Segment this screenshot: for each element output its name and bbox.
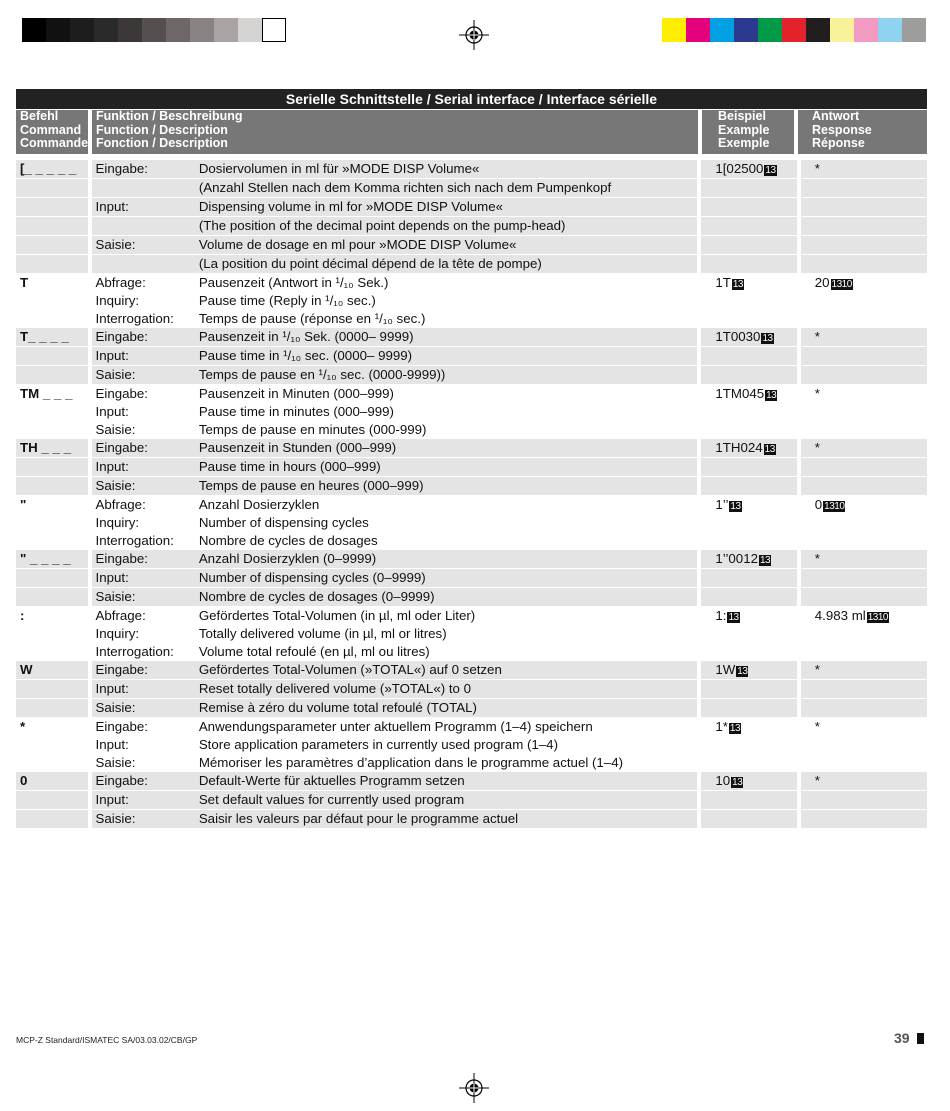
registration-mark-icon <box>459 20 489 50</box>
command-cell: * <box>16 718 88 736</box>
table-row <box>16 791 927 810</box>
input-type-cell: Input: <box>92 680 195 698</box>
input-type-cell: Eingabe: <box>92 661 195 679</box>
header-command: Befehl Command Commande <box>16 110 88 154</box>
input-type-cell: Inquiry: <box>92 514 195 532</box>
response-cell <box>801 366 927 384</box>
response-cell <box>801 810 927 828</box>
command-cell <box>16 699 88 717</box>
example-cell <box>701 699 796 717</box>
example-cell <box>701 736 796 754</box>
description-cell: Default-Werte für aktuelles Programm setzen <box>195 772 698 790</box>
response-cell: * <box>801 385 927 403</box>
command-cell: T <box>16 274 88 292</box>
command-cell: T_ _ _ _ <box>16 328 88 346</box>
response-cell: * <box>801 772 927 790</box>
input-type-cell: Eingabe: <box>92 160 195 178</box>
carriage-return-symbol: 13 <box>764 444 775 455</box>
command-cell: W <box>16 661 88 679</box>
command-cell <box>16 477 88 495</box>
carriage-return-symbol: 13 <box>729 723 741 734</box>
example-cell: 1’’ 13 <box>701 496 796 514</box>
description-cell: Anzahl Dosierzyklen <box>195 496 698 514</box>
response-cell <box>801 477 927 495</box>
carriage-return-symbol: 13 <box>760 555 771 566</box>
table-row <box>16 754 927 772</box>
example-cell <box>701 198 796 216</box>
response-cell: * <box>801 550 927 568</box>
command-cell <box>16 588 88 606</box>
table-row <box>16 160 927 179</box>
table-row <box>16 347 927 366</box>
carriage-return-symbol: 1310 <box>824 501 845 512</box>
input-type-cell: Abfrage: <box>92 496 195 514</box>
command-cell <box>16 179 88 197</box>
table-row <box>16 179 927 198</box>
command-cell <box>16 458 88 476</box>
command-cell: [_ _ _ _ _ <box>16 160 88 178</box>
example-cell <box>701 255 796 273</box>
command-cell <box>16 754 88 772</box>
command-cell <box>16 366 88 384</box>
response-cell <box>801 255 927 273</box>
table-row <box>16 310 927 328</box>
input-type-cell: Input: <box>92 736 195 754</box>
command-cell: : <box>16 607 88 625</box>
gray-swatch <box>142 18 166 42</box>
input-type-cell <box>92 255 195 273</box>
input-type-cell: Saisie: <box>92 810 195 828</box>
table-row <box>16 532 927 550</box>
example-cell <box>701 179 796 197</box>
input-type-cell: Interrogation: <box>92 310 195 328</box>
input-type-cell <box>92 217 195 235</box>
table-row <box>16 643 927 661</box>
response-cell <box>801 217 927 235</box>
input-type-cell: Eingabe: <box>92 718 195 736</box>
command-cell <box>16 421 88 439</box>
description-cell: Pausenzeit (Antwort in ¹/₁₀ Sek.) <box>195 274 698 292</box>
gray-swatch <box>238 18 262 42</box>
input-type-cell: Inquiry: <box>92 292 195 310</box>
example-cell <box>701 366 796 384</box>
table-title: Serielle Schnittstelle / Serial interface / Interface sérielle <box>16 89 927 109</box>
example-cell: 1T 13 <box>701 274 796 292</box>
response-cell <box>801 569 927 587</box>
example-cell: 1* 13 <box>701 718 796 736</box>
description-cell: Pause time in minutes (000–999) <box>195 403 698 421</box>
command-cell <box>16 292 88 310</box>
input-type-cell: Interrogation: <box>92 532 195 550</box>
table-row <box>16 514 927 532</box>
response-cell <box>801 588 927 606</box>
description-cell: Temps de pause en ¹/₁₀ sec. (0000-9999)) <box>195 366 698 384</box>
example-cell <box>701 791 796 809</box>
document-reference: MCP-Z Standard/ISMATEC SA/03.03.02/CB/GP <box>16 1035 198 1045</box>
response-cell: * <box>801 661 927 679</box>
table-row <box>16 550 927 569</box>
description-cell: Temps de pause en heures (000–999) <box>195 477 698 495</box>
response-cell <box>801 791 927 809</box>
description-cell: Pause time in hours (000–999) <box>195 458 698 476</box>
color-swatch <box>758 18 782 42</box>
carriage-return-symbol: 13 <box>765 165 776 176</box>
description-cell: Dosiervolumen in ml für »MODE DISP Volume« <box>195 160 698 178</box>
command-cell <box>16 569 88 587</box>
response-cell <box>801 403 927 421</box>
table-row <box>16 236 927 255</box>
table-row <box>16 680 927 699</box>
command-cell <box>16 347 88 365</box>
example-cell: 1T0030 13 <box>701 328 796 346</box>
table-row <box>16 496 927 514</box>
input-type-cell: Input: <box>92 458 195 476</box>
example-cell <box>701 569 796 587</box>
input-type-cell: Saisie: <box>92 421 195 439</box>
description-cell: Anwendungsparameter unter aktuellem Programm (1–4) speichern <box>195 718 698 736</box>
description-cell: (La position du point décimal dépend de la tête de pompe) <box>195 255 698 273</box>
color-swatch <box>686 18 710 42</box>
input-type-cell: Eingabe: <box>92 439 195 457</box>
example-cell <box>701 236 796 254</box>
table-row <box>16 661 927 680</box>
table-row <box>16 198 927 217</box>
command-cell <box>16 625 88 643</box>
table-row <box>16 477 927 496</box>
table-row <box>16 588 927 607</box>
carriage-return-symbol: 1310 <box>867 612 888 623</box>
gray-swatch <box>166 18 190 42</box>
response-cell <box>801 754 927 772</box>
response-cell <box>801 643 927 661</box>
response-cell <box>801 458 927 476</box>
table-row <box>16 607 927 625</box>
example-cell <box>701 810 796 828</box>
command-cell: TM _ _ _ <box>16 385 88 403</box>
color-swatch <box>710 18 734 42</box>
carriage-return-symbol: 13 <box>730 501 741 512</box>
example-cell <box>701 421 796 439</box>
table-row <box>16 718 927 736</box>
color-swatch <box>854 18 878 42</box>
example-cell <box>701 532 796 550</box>
input-type-cell: Abfrage: <box>92 607 195 625</box>
gray-swatch <box>118 18 142 42</box>
description-cell: Number of dispensing cycles (0–9999) <box>195 569 698 587</box>
command-cell: " <box>16 496 88 514</box>
description-cell: Anzahl Dosierzyklen (0–9999) <box>195 550 698 568</box>
example-cell <box>701 754 796 772</box>
gray-swatch <box>190 18 214 42</box>
command-cell <box>16 403 88 421</box>
table-row <box>16 366 927 385</box>
table-row <box>16 736 927 754</box>
header-example: Beispiel Example Exemple <box>702 110 794 154</box>
header-response: Antwort Response Réponse <box>798 110 927 154</box>
response-cell <box>801 310 927 328</box>
command-cell <box>16 217 88 235</box>
input-type-cell: Input: <box>92 347 195 365</box>
example-cell <box>701 625 796 643</box>
input-type-cell: Eingabe: <box>92 772 195 790</box>
description-cell: Reset totally delivered volume (»TOTAL«) to 0 <box>195 680 698 698</box>
table-row <box>16 772 927 791</box>
example-cell <box>701 643 796 661</box>
response-cell: * <box>801 160 927 178</box>
table-row <box>16 292 927 310</box>
input-type-cell: Interrogation: <box>92 643 195 661</box>
response-cell <box>801 236 927 254</box>
gray-swatch <box>70 18 94 42</box>
gray-calibration-strip <box>22 18 286 42</box>
table-row <box>16 625 927 643</box>
color-swatch <box>902 18 926 42</box>
response-cell <box>801 736 927 754</box>
command-cell <box>16 736 88 754</box>
example-cell: 1[02500 13 <box>701 160 796 178</box>
color-swatch <box>830 18 854 42</box>
command-cell <box>16 310 88 328</box>
description-cell: Nombre de cycles de dosages <box>195 532 698 550</box>
description-cell: Set default values for currently used program <box>195 791 698 809</box>
description-cell: Totally delivered volume (in µl, ml or litres) <box>195 625 698 643</box>
input-type-cell: Eingabe: <box>92 550 195 568</box>
gray-swatch <box>262 18 286 42</box>
description-cell: Pause time in ¹/₁₀ sec. (0000– 9999) <box>195 347 698 365</box>
command-cell <box>16 680 88 698</box>
response-cell <box>801 625 927 643</box>
table-body <box>16 160 927 829</box>
carriage-return-symbol: 13 <box>737 666 748 677</box>
table-row <box>16 439 927 458</box>
example-cell: 1TH024 13 <box>701 439 796 457</box>
description-cell: (Anzahl Stellen nach dem Komma richten sich nach dem Pumpenkopf <box>195 179 698 197</box>
command-cell <box>16 810 88 828</box>
command-cell <box>16 236 88 254</box>
example-cell: 1TM045 13 <box>701 385 796 403</box>
table-row <box>16 458 927 477</box>
input-type-cell: Saisie: <box>92 588 195 606</box>
description-cell: Pausenzeit in Stunden (000–999) <box>195 439 698 457</box>
command-cell <box>16 532 88 550</box>
command-cell <box>16 198 88 216</box>
input-type-cell: Saisie: <box>92 754 195 772</box>
input-type-cell: Saisie: <box>92 699 195 717</box>
table-header-row <box>16 110 927 154</box>
description-cell: Pausenzeit in ¹/₁₀ Sek. (0000– 9999) <box>195 328 698 346</box>
page-marker <box>917 1033 924 1044</box>
response-cell <box>801 421 927 439</box>
response-cell <box>801 532 927 550</box>
gray-swatch <box>214 18 238 42</box>
page-number: 39 <box>894 1030 910 1046</box>
response-cell <box>801 699 927 717</box>
table-row <box>16 255 927 274</box>
response-cell <box>801 514 927 532</box>
table-row <box>16 328 927 347</box>
description-cell: Number of dispensing cycles <box>195 514 698 532</box>
example-cell: 1’’0012 13 <box>701 550 796 568</box>
input-type-cell: Input: <box>92 791 195 809</box>
table-row <box>16 421 927 439</box>
table-row <box>16 274 927 292</box>
command-cell <box>16 791 88 809</box>
example-cell <box>701 477 796 495</box>
carriage-return-symbol: 13 <box>732 777 743 788</box>
command-cell: " _ _ _ _ <box>16 550 88 568</box>
color-swatch <box>878 18 902 42</box>
description-cell: Temps de pause (réponse en ¹/₁₀ sec.) <box>195 310 698 328</box>
table-row <box>16 217 927 236</box>
carriage-return-symbol: 13 <box>762 333 773 344</box>
input-type-cell: Inquiry: <box>92 625 195 643</box>
command-cell <box>16 255 88 273</box>
response-cell: 4.983 ml 1310 <box>801 607 927 625</box>
input-type-cell: Input: <box>92 403 195 421</box>
example-cell <box>701 217 796 235</box>
example-cell <box>701 458 796 476</box>
description-cell: Gefördertes Total-Volumen (»TOTAL«) auf 0 setzen <box>195 661 698 679</box>
carriage-return-symbol: 13 <box>732 279 743 290</box>
description-cell: Volume total refoulé (en µl, ml ou litres) <box>195 643 698 661</box>
header-function: Funktion / Beschreibung Function / Description Fonction / Description <box>92 110 698 154</box>
carriage-return-symbol: 13 <box>728 612 739 623</box>
registration-mark-icon <box>459 1073 489 1103</box>
input-type-cell: Eingabe: <box>92 385 195 403</box>
input-type-cell: Eingabe: <box>92 328 195 346</box>
color-swatch <box>782 18 806 42</box>
description-cell: Volume de dosage en ml pour »MODE DISP Volume« <box>195 236 698 254</box>
description-cell: (The position of the decimal point depends on the pump-head) <box>195 217 698 235</box>
command-cell: TH _ _ _ <box>16 439 88 457</box>
input-type-cell: Saisie: <box>92 477 195 495</box>
description-cell: Nombre de cycles de dosages (0–9999) <box>195 588 698 606</box>
carriage-return-symbol: 1310 <box>831 279 852 290</box>
response-cell: * <box>801 439 927 457</box>
input-type-cell: Saisie: <box>92 366 195 384</box>
gray-swatch <box>46 18 70 42</box>
input-type-cell: Abfrage: <box>92 274 195 292</box>
response-cell <box>801 179 927 197</box>
example-cell <box>701 310 796 328</box>
response-cell: 20 1310 <box>801 274 927 292</box>
response-cell <box>801 198 927 216</box>
example-cell <box>701 514 796 532</box>
description-cell: Dispensing volume in ml for »MODE DISP Volume« <box>195 198 698 216</box>
example-cell <box>701 403 796 421</box>
response-cell <box>801 347 927 365</box>
example-cell: 10 13 <box>701 772 796 790</box>
table-row <box>16 810 927 829</box>
description-cell: Gefördertes Total-Volumen (in µl, ml oder Liter) <box>195 607 698 625</box>
response-cell <box>801 680 927 698</box>
input-type-cell: Input: <box>92 198 195 216</box>
example-cell: 1W 13 <box>701 661 796 679</box>
carriage-return-symbol: 13 <box>766 390 777 401</box>
table-row <box>16 403 927 421</box>
gray-swatch <box>94 18 118 42</box>
response-cell: * <box>801 718 927 736</box>
response-cell: 0 1310 <box>801 496 927 514</box>
color-swatch <box>806 18 830 42</box>
table-row <box>16 385 927 403</box>
input-type-cell: Input: <box>92 569 195 587</box>
serial-interface-table <box>16 89 927 829</box>
example-cell <box>701 680 796 698</box>
example-cell <box>701 292 796 310</box>
description-cell: Mémoriser les paramètres d’application dans le programme actuel (1–4) <box>195 754 698 772</box>
color-swatch <box>662 18 686 42</box>
command-cell <box>16 643 88 661</box>
description-cell: Pause time (Reply in ¹/₁₀ sec.) <box>195 292 698 310</box>
table-row <box>16 699 927 718</box>
table-row <box>16 569 927 588</box>
gray-swatch <box>22 18 46 42</box>
description-cell: Store application parameters in currently used program (1–4) <box>195 736 698 754</box>
color-swatch <box>734 18 758 42</box>
example-cell <box>701 347 796 365</box>
description-cell: Saisir les valeurs par défaut pour le programme actuel <box>195 810 698 828</box>
command-cell <box>16 514 88 532</box>
example-cell <box>701 588 796 606</box>
description-cell: Remise à zéro du volume total refoulé (TOTAL) <box>195 699 698 717</box>
response-cell: * <box>801 328 927 346</box>
description-cell: Pausenzeit in Minuten (000–999) <box>195 385 698 403</box>
response-cell <box>801 292 927 310</box>
command-cell: 0 <box>16 772 88 790</box>
input-type-cell <box>92 179 195 197</box>
description-cell: Temps de pause en minutes (000-999) <box>195 421 698 439</box>
input-type-cell: Saisie: <box>92 236 195 254</box>
example-cell: 1: 13 <box>701 607 796 625</box>
color-calibration-strip <box>662 18 926 42</box>
